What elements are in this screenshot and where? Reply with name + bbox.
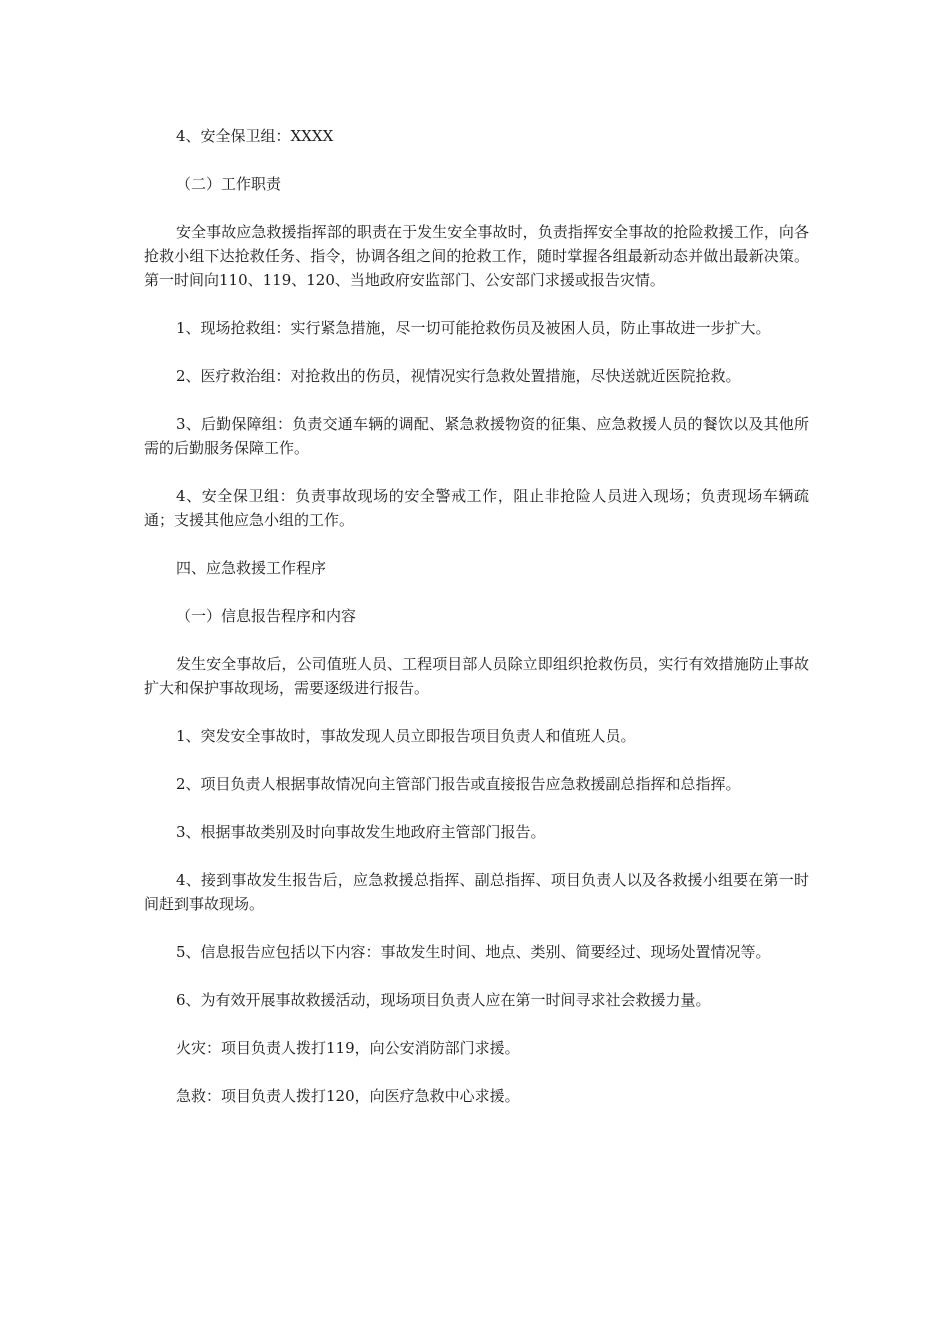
- paragraph-ambulance-call: 急救：项目负责人拨打120，向医疗急救中心求援。: [176, 1087, 520, 1105]
- paragraph-report-step-6: 6、为有效开展事故救援活动，现场项目负责人应在第一时间寻求社会救援力量。: [176, 991, 711, 1009]
- paragraph-report-step-4: 4、接到事故发生报告后，应急救援总指挥、副总指挥、项目负责人以及各救援小组要在第一时间赶到事故现场。: [144, 871, 809, 913]
- paragraph-rescue-group: 1、现场抢救组：实行紧急措施，尽一切可能抢救伤员及被困人员，防止事故进一步扩大。: [176, 319, 771, 337]
- paragraph-report-step-1: 1、突发安全事故时，事故发现人员立即报告项目负责人和值班人员。: [176, 727, 636, 745]
- paragraph-logistics-group: 3、后勤保障组：负责交通车辆的调配、紧急救援物资的征集、应急救援人员的餐饮以及其他所需的后勤服务保障工作。: [144, 415, 809, 457]
- paragraph-report-step-5: 5、信息报告应包括以下内容：事故发生时间、地点、类别、简要经过、现场处置情况等。: [176, 943, 771, 961]
- paragraph-report-intro: 发生安全事故后，公司值班人员、工程项目部人员除立即组织抢救伤员，实行有效措施防止事故扩大和保护事故现场，需要逐级进行报告。: [144, 655, 809, 697]
- heading-work-duties: （二）工作职责: [176, 175, 282, 193]
- paragraph-medical-group: 2、医疗救治组：对抢救出的伤员，视情况实行急救处置措施，尽快送就近医院抢救。: [176, 367, 741, 385]
- paragraph-command-duties: 安全事故应急救援指挥部的职责在于发生安全事故时，负责指挥安全事故的抢险救援工作，向各抢救小组下达抢救任务、指令，协调各组之间的抢救工作，随时掌握各组最新动态并做出最新决策。第一时间向110、119、120、当地政府安监部门、公安部门求援或报告灾情。: [144, 223, 809, 289]
- document-body: [144, 124, 809, 1132]
- paragraph-security-duties: 4、安全保卫组：负责事故现场的安全警戒工作，阻止非抢险人员进入现场；负责现场车辆疏通；支援其他应急小组的工作。: [144, 487, 809, 529]
- paragraph-fire-call: 火灾：项目负责人拨打119，向公安消防部门求援。: [176, 1039, 520, 1057]
- paragraph-report-step-3: 3、根据事故类别及时向事故发生地政府主管部门报告。: [176, 823, 546, 841]
- heading-emergency-procedure: 四、应急救援工作程序: [176, 559, 327, 577]
- paragraph-report-step-2: 2、项目负责人根据事故情况向主管部门报告或直接报告应急救援副总指挥和总指挥。: [176, 775, 741, 793]
- heading-report-procedure: （一）信息报告程序和内容: [176, 607, 357, 625]
- paragraph-security-group: 4、安全保卫组：XXXX: [176, 127, 334, 145]
